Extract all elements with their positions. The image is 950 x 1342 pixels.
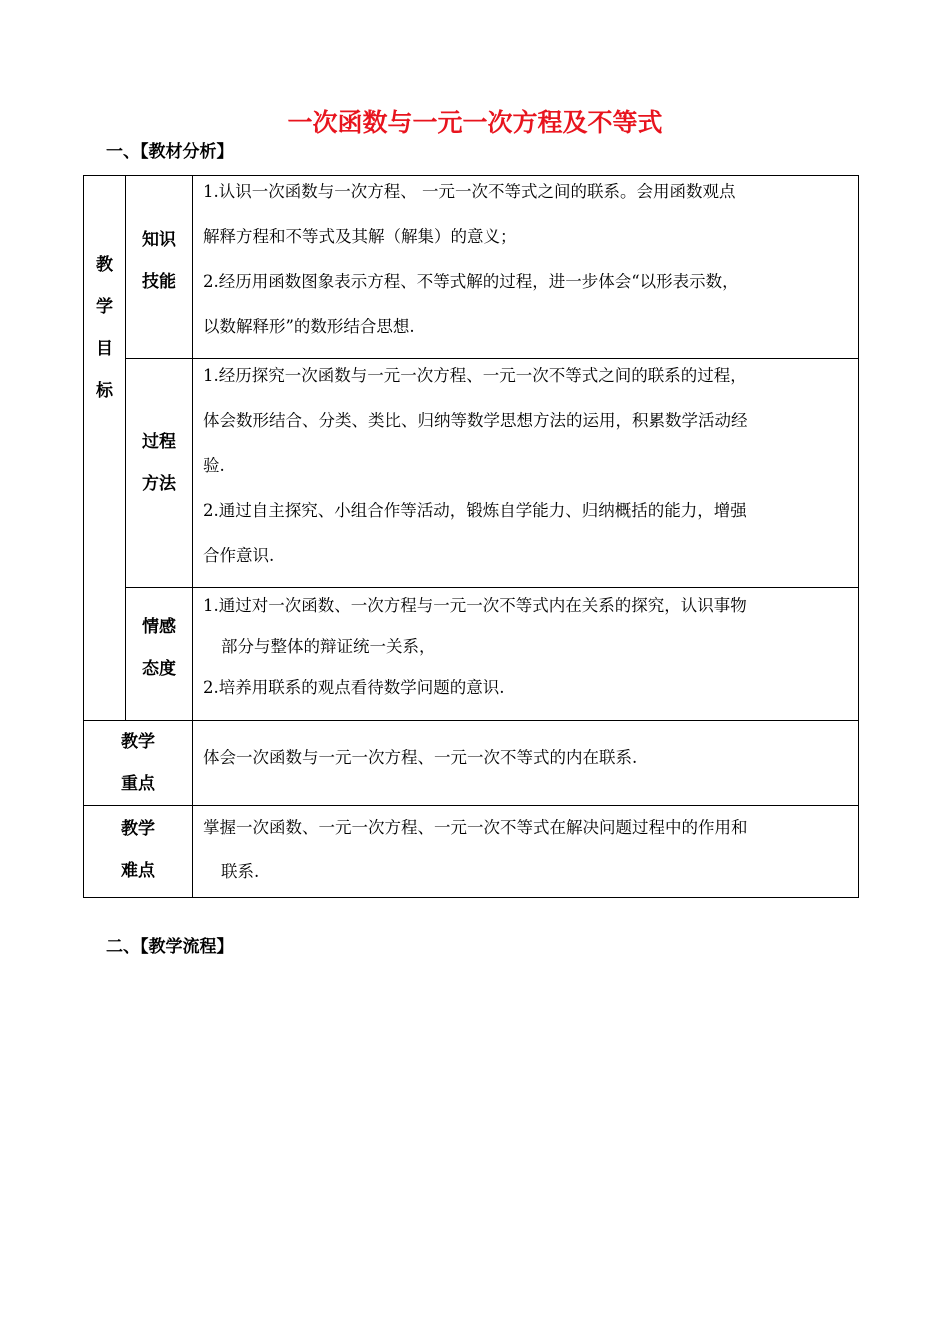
key-point-text: 体会一次函数与一元一次方程、一元一次不等式的内在联系. bbox=[203, 748, 638, 767]
process-methods-label bbox=[126, 359, 193, 588]
row-key-point bbox=[84, 721, 859, 806]
textbook-analysis-table bbox=[83, 175, 859, 898]
difficulty-label bbox=[84, 806, 193, 898]
knowledge-line: 以数解释形”的数形结合思想. bbox=[203, 317, 415, 336]
knowledge-line: 1.认识一次函数与一次方程、 一元一次不等式之间的联系。会用函数观点 bbox=[203, 182, 736, 201]
row-process-methods bbox=[84, 359, 859, 588]
teaching-goals-label bbox=[84, 176, 126, 721]
knowledge-skills-content bbox=[193, 176, 859, 359]
process-label-line: 方法 bbox=[142, 474, 176, 494]
process-line: 2.通过自主探究、小组合作等活动，锻炼自学能力、归纳概括的能力，增强 bbox=[203, 501, 747, 520]
goal-label-char: 教 bbox=[96, 255, 113, 275]
emotion-line: 2.培养用联系的观点看待数学问题的意识. bbox=[203, 678, 505, 697]
process-line: 验. bbox=[203, 456, 225, 475]
row-knowledge-skills bbox=[84, 176, 859, 359]
goal-label-char: 标 bbox=[96, 381, 113, 401]
process-line: 1.经历探究一次函数与一元一次方程、一元一次不等式之间的联系的过程， bbox=[203, 366, 747, 385]
emotion-label-line: 情感 bbox=[142, 617, 176, 637]
process-line: 合作意识. bbox=[203, 546, 275, 565]
knowledge-label-line: 技能 bbox=[142, 272, 176, 292]
section-heading-teaching-process: 二、【教学流程】 bbox=[106, 937, 234, 957]
section-heading-textbook-analysis: 一、【教材分析】 bbox=[106, 142, 234, 162]
difficulty-content bbox=[193, 806, 859, 898]
row-difficulty bbox=[84, 806, 859, 898]
knowledge-skills-label bbox=[126, 176, 193, 359]
knowledge-line: 解释方程和不等式及其解（解集）的意义； bbox=[203, 227, 517, 246]
emotion-attitude-content bbox=[193, 588, 859, 721]
process-methods-content bbox=[193, 359, 859, 588]
process-line: 体会数形结合、分类、类比、归纳等数学思想方法的运用，积累数学活动经 bbox=[203, 411, 748, 430]
emotion-attitude-label bbox=[126, 588, 193, 721]
knowledge-label-line: 知识 bbox=[142, 230, 176, 250]
goal-label-char: 目 bbox=[96, 339, 113, 359]
knowledge-line: 2.经历用函数图象表示方程、不等式解的过程，进一步体会“以形表示数， bbox=[203, 272, 739, 291]
difficulty-label-line: 难点 bbox=[121, 861, 155, 881]
key-point-label-line: 重点 bbox=[121, 774, 155, 794]
goal-label-char: 学 bbox=[96, 297, 113, 317]
page-title: 一次函数与一元一次方程及不等式 bbox=[287, 108, 663, 137]
key-point-content bbox=[193, 721, 859, 806]
key-point-label bbox=[84, 721, 193, 806]
emotion-line: 1.通过对一次函数、一次方程与一元一次不等式内在关系的探究，认识事物 bbox=[203, 596, 747, 615]
row-emotion-attitude bbox=[84, 588, 859, 721]
difficulty-line: 掌握一次函数、一元一次方程、一元一次不等式在解决问题过程中的作用和 bbox=[203, 818, 748, 837]
difficulty-label-line: 教学 bbox=[121, 819, 155, 839]
emotion-label-line: 态度 bbox=[142, 659, 176, 679]
process-label-line: 过程 bbox=[142, 432, 176, 452]
key-point-label-line: 教学 bbox=[121, 732, 155, 752]
emotion-line: 部分与整体的辩证统一关系， bbox=[221, 637, 436, 656]
difficulty-line: 联系. bbox=[221, 862, 260, 881]
